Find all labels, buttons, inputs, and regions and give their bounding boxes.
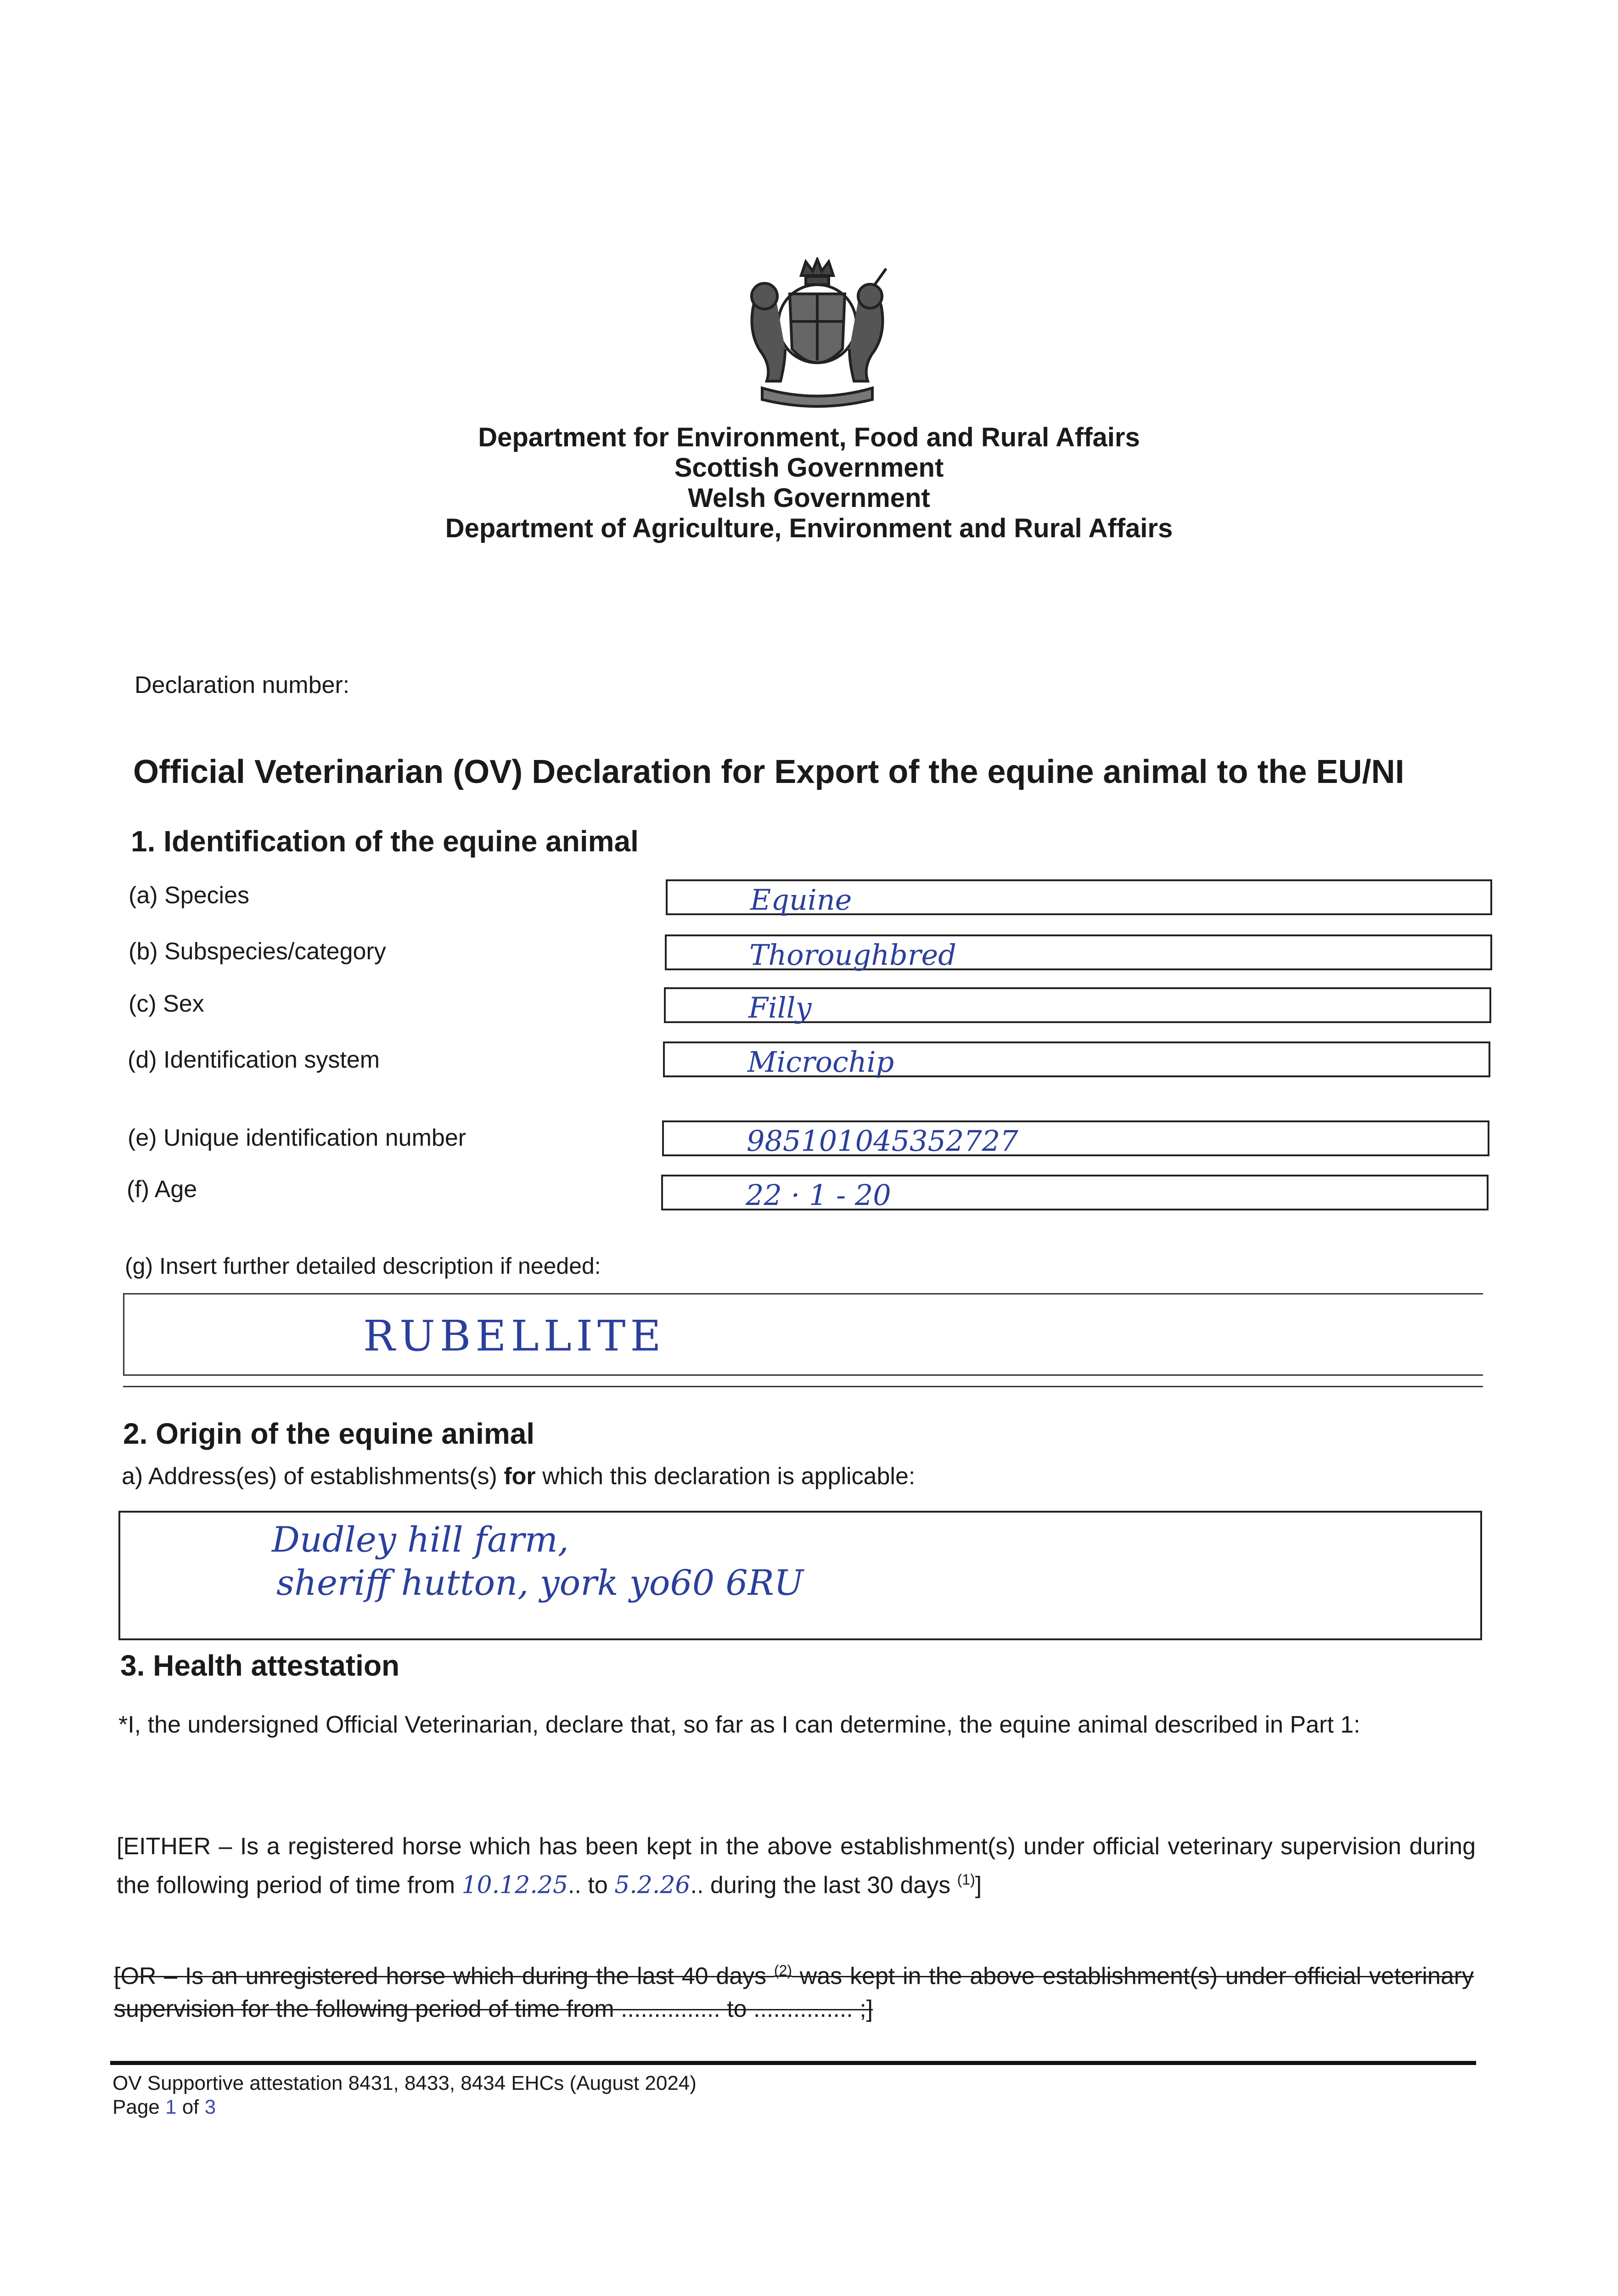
subspecies-label: (b) Subspecies/category bbox=[129, 938, 386, 965]
further-description-label: (g) Insert further detailed description if needed: bbox=[125, 1253, 601, 1279]
department-defra: Department for Environment, Food and Rural Affairs bbox=[478, 422, 1140, 452]
document-title: Official Veterinarian (OV) Declaration for Export of the equine animal to the EU/NI bbox=[133, 754, 1405, 790]
further-description-box bbox=[123, 1293, 1483, 1376]
subspecies-field bbox=[665, 934, 1492, 970]
department-scottish-government: Scottish Government bbox=[674, 453, 944, 483]
to-date: 5.2.26 bbox=[614, 1871, 691, 1899]
unique-id-field bbox=[662, 1120, 1489, 1156]
from-date: 10.12.25 bbox=[461, 1871, 568, 1899]
section1-heading: 1. Identification of the equine animal bbox=[131, 825, 639, 858]
department-daera: Department of Agriculture, Environment and Rural Affairs bbox=[445, 513, 1173, 543]
identification-system-field bbox=[663, 1041, 1490, 1077]
either-clause: [EITHER – Is a registered horse which has been kept in the above establishment(s) under official veterinary supervision during the following period of time from 10.12.25.. to 5.2.26.. during the last 30 days $^{(1)}$] bbox=[117, 1833, 1476, 1899]
species-label: (a) Species bbox=[129, 882, 249, 909]
age-value: 22 · 1 - 20 bbox=[746, 1178, 891, 1212]
address-label: a) Address(es) of establishments(s) for which this declaration is applicable: bbox=[122, 1463, 916, 1490]
address-line-1: Dudley hill farm, bbox=[272, 1519, 569, 1560]
address-box bbox=[118, 1511, 1482, 1640]
sex-field bbox=[664, 987, 1491, 1023]
declaration-number-label: Declaration number: bbox=[135, 672, 350, 698]
species-field bbox=[666, 879, 1492, 915]
further-description-bottom-rule bbox=[123, 1386, 1483, 1387]
department-welsh-government: Welsh Government bbox=[688, 483, 930, 513]
age-field bbox=[661, 1175, 1489, 1210]
address-line-2: sheriff hutton, york yo60 6RU bbox=[276, 1562, 803, 1603]
royal-coat-of-arms-icon bbox=[721, 257, 914, 413]
species-value: Equine bbox=[750, 883, 852, 917]
age-label: (f) Age bbox=[127, 1176, 197, 1203]
identification-system-label: (d) Identification system bbox=[128, 1047, 380, 1073]
section2-heading: 2. Origin of the equine animal bbox=[123, 1417, 535, 1450]
footer-attestation: OV Supportive attestation 8431, 8433, 8434 EHCs (August 2024) bbox=[112, 2072, 697, 2094]
unique-id-label: (e) Unique identification number bbox=[128, 1125, 466, 1151]
or-clause-struck: [OR – Is an unregistered horse which during the last 40 days $^{(2)}$ was kept in the above establishment(s) under official veterinary supervision for the following period of time from ............... to ............... ;] bbox=[114, 1962, 1474, 2023]
sex-value: Filly bbox=[748, 991, 812, 1024]
sex-label: (c) Sex bbox=[129, 990, 204, 1017]
identification-system-value: Microchip bbox=[747, 1045, 894, 1079]
unique-id-value: 985101045352727 bbox=[747, 1124, 1018, 1158]
page-indicator: Page 1 of 3 bbox=[112, 2096, 216, 2118]
health-attestation-intro: *I, the undersigned Official Veterinarian, declare that, so far as I can determine, the equine animal described in Part 1: bbox=[118, 1711, 1360, 1738]
subspecies-value: Thoroughbred bbox=[749, 938, 956, 972]
further-description-value: RUBELLITE bbox=[363, 1311, 666, 1361]
section3-heading: 3. Health attestation bbox=[120, 1649, 400, 1682]
footer-rule bbox=[110, 2061, 1476, 2065]
